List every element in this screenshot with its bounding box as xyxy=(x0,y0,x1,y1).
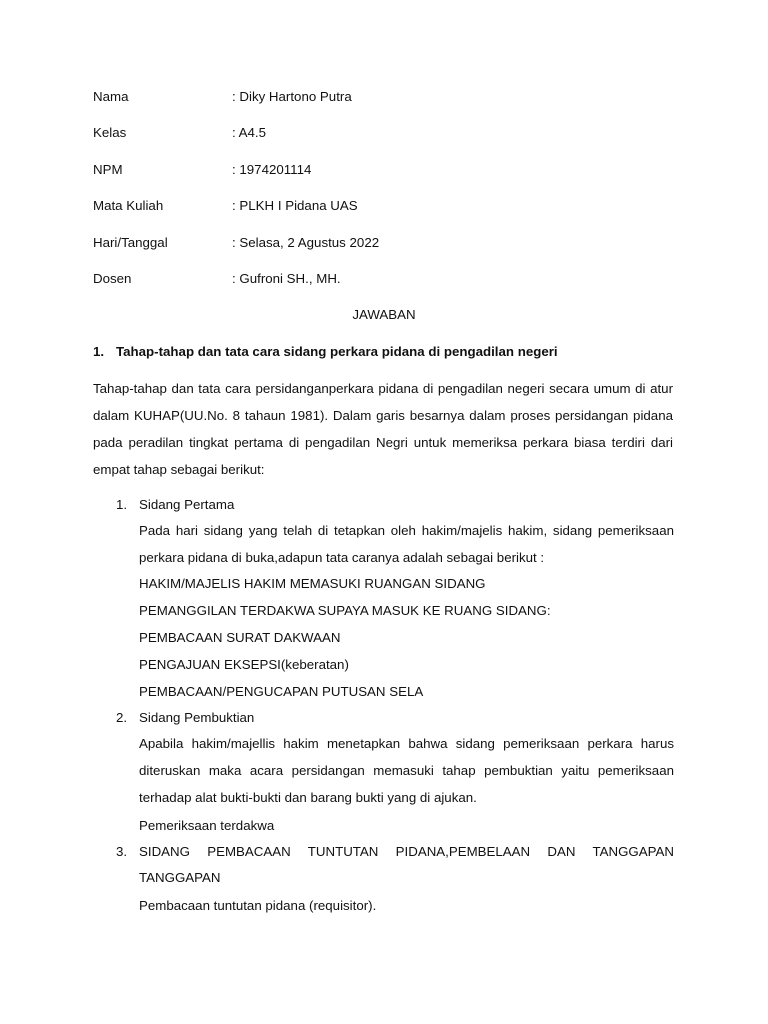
item-number: 2. xyxy=(116,710,128,725)
item-paragraph: Pada hari sidang yang telah di tetapkan oleh hakim/majelis hakim, sidang pemeriksaan perkara pidana di buka,adapun tata caranya adalah sebagai berikut : xyxy=(139,523,674,565)
item-title: Sidang Pertama xyxy=(139,497,235,512)
intro-paragraph: Tahap-tahap dan tata cara persidanganperkara pidana di pengadilan negeri secara umum di atur dalam KUHAP(UU.No. 8 tahaun 1981). Dalam garis besarnya dalam proses persidangan pidana pada peradilan tingkat pertama di pengadilan Negri untuk memeriksa perkara biasa terdiri dari empat tahap sebagai berikut: xyxy=(93,381,673,477)
info-value: : Gufroni SH., MH. xyxy=(232,271,341,286)
info-value: : Diky Hartono Putra xyxy=(232,89,352,104)
item-line: Pemeriksaan terdakwa xyxy=(139,818,275,833)
question-heading xyxy=(93,343,558,361)
info-label: Kelas xyxy=(93,125,127,140)
item-number: 1. xyxy=(116,497,128,512)
info-label: Mata Kuliah xyxy=(93,198,164,213)
item-line: PEMANGGILAN TERDAKWA SUPAYA MASUK KE RUANG SIDANG: xyxy=(139,603,551,618)
item-paragraph: Apabila hakim/majellis hakim menetapkan bahwa sidang pemeriksaan perkara harus diteruskan maka acara persidangan memasuki tahap pembuktian yaitu pemeriksaan terhadap alat bukti-bukti dan barang bukti yang di ajukan. xyxy=(139,736,674,805)
info-value: : Selasa, 2 Agustus 2022 xyxy=(232,235,380,250)
question-text: Tahap-tahap dan tata cara sidang perkara pidana di pengadilan negeri xyxy=(116,344,558,359)
info-value: : A4.5 xyxy=(232,125,267,140)
info-label: Nama xyxy=(93,89,129,104)
info-value: : 1974201114 xyxy=(232,162,312,177)
item-line: HAKIM/MAJELIS HAKIM MEMASUKI RUANGAN SIDANG xyxy=(139,576,486,591)
item-title: SIDANG PEMBACAAN TUNTUTAN PIDANA,PEMBELAAN DAN TANGGAPAN xyxy=(139,844,674,859)
info-label: NPM xyxy=(93,162,123,177)
item-line: PEMBACAAN/PENGUCAPAN PUTUSAN SELA xyxy=(139,684,424,699)
item-line: PEMBACAAN SURAT DAKWAAN xyxy=(139,630,341,645)
item-number: 3. xyxy=(116,844,128,859)
answer-title: JAWABAN xyxy=(352,307,416,322)
info-label: Hari/Tanggal xyxy=(93,235,168,250)
item-line: Pembacaan tuntutan pidana (requisitor). xyxy=(139,898,377,913)
item-title: Sidang Pembuktian xyxy=(139,710,255,725)
item-line: PENGAJUAN EKSEPSI(keberatan) xyxy=(139,657,349,672)
info-label: Dosen xyxy=(93,271,132,286)
item-title-continued: TANGGAPAN xyxy=(139,870,221,885)
info-value: : PLKH I Pidana UAS xyxy=(232,198,358,213)
question-number: 1. xyxy=(93,344,105,359)
